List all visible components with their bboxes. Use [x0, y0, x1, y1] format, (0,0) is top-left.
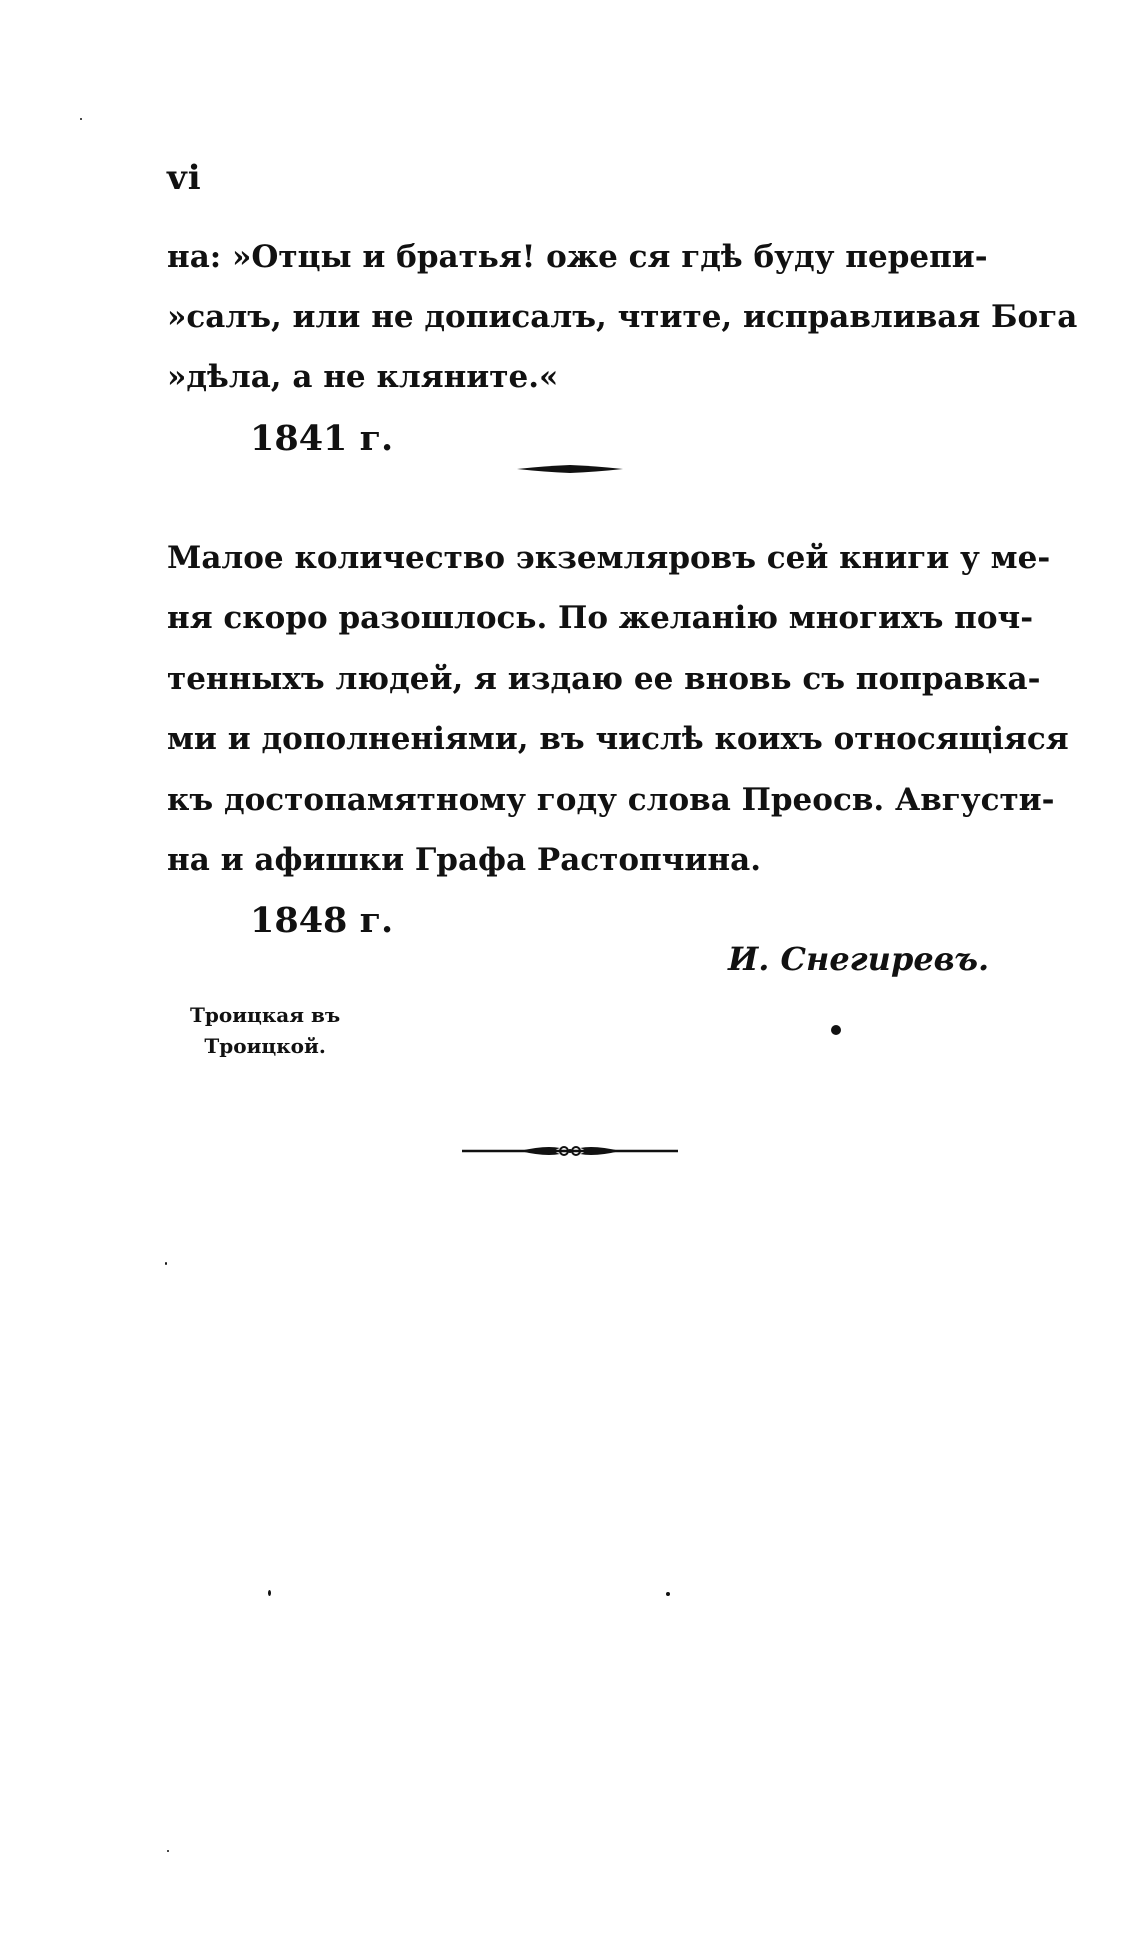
printer-note-line-2: Троицкой. — [204, 1034, 326, 1058]
preface-line-4: ми и дополненіями, въ числѣ коихъ относящіяся — [167, 721, 1069, 757]
quote-line-2: »салъ, или не дописалъ, чтите, исправливая Бога — [167, 299, 1078, 335]
page-number: vi — [167, 158, 202, 198]
preface-line-2: ня скоро разошлось. По желанію многихъ поч- — [167, 600, 1034, 636]
scan-speck — [80, 118, 82, 120]
divider-ornament-large — [460, 1140, 680, 1162]
scan-speck — [165, 1262, 167, 1265]
preface-year: 1848 г. — [250, 900, 394, 941]
printer-note — [190, 1000, 340, 1062]
author-signature: И. Снегиревъ. — [728, 940, 990, 978]
scan-speck — [167, 1850, 169, 1852]
quote-line-3: »дѣла, а не кляните.« — [167, 359, 559, 395]
ink-dot — [831, 1025, 841, 1035]
scan-speck — [268, 1590, 271, 1596]
quote-line-1: на: »Отцы и братья! оже ся гдѣ буду перепи- — [167, 239, 988, 275]
preface-line-3: тенныхъ людей, я издаю ее вновь съ поправка- — [167, 661, 1041, 697]
divider-ornament-small — [515, 462, 625, 476]
quote-year: 1841 г. — [250, 418, 394, 459]
preface-line-6: на и афишки Графа Растопчина. — [167, 842, 761, 878]
preface-line-5: къ достопамятному году слова Преосв. Августи- — [167, 782, 1055, 818]
scan-speck — [666, 1592, 670, 1596]
preface-line-1: Малое количество экземляровъ сей книги у ме- — [167, 540, 1051, 576]
printer-note-line-1: Троицкая въ — [190, 1003, 341, 1027]
